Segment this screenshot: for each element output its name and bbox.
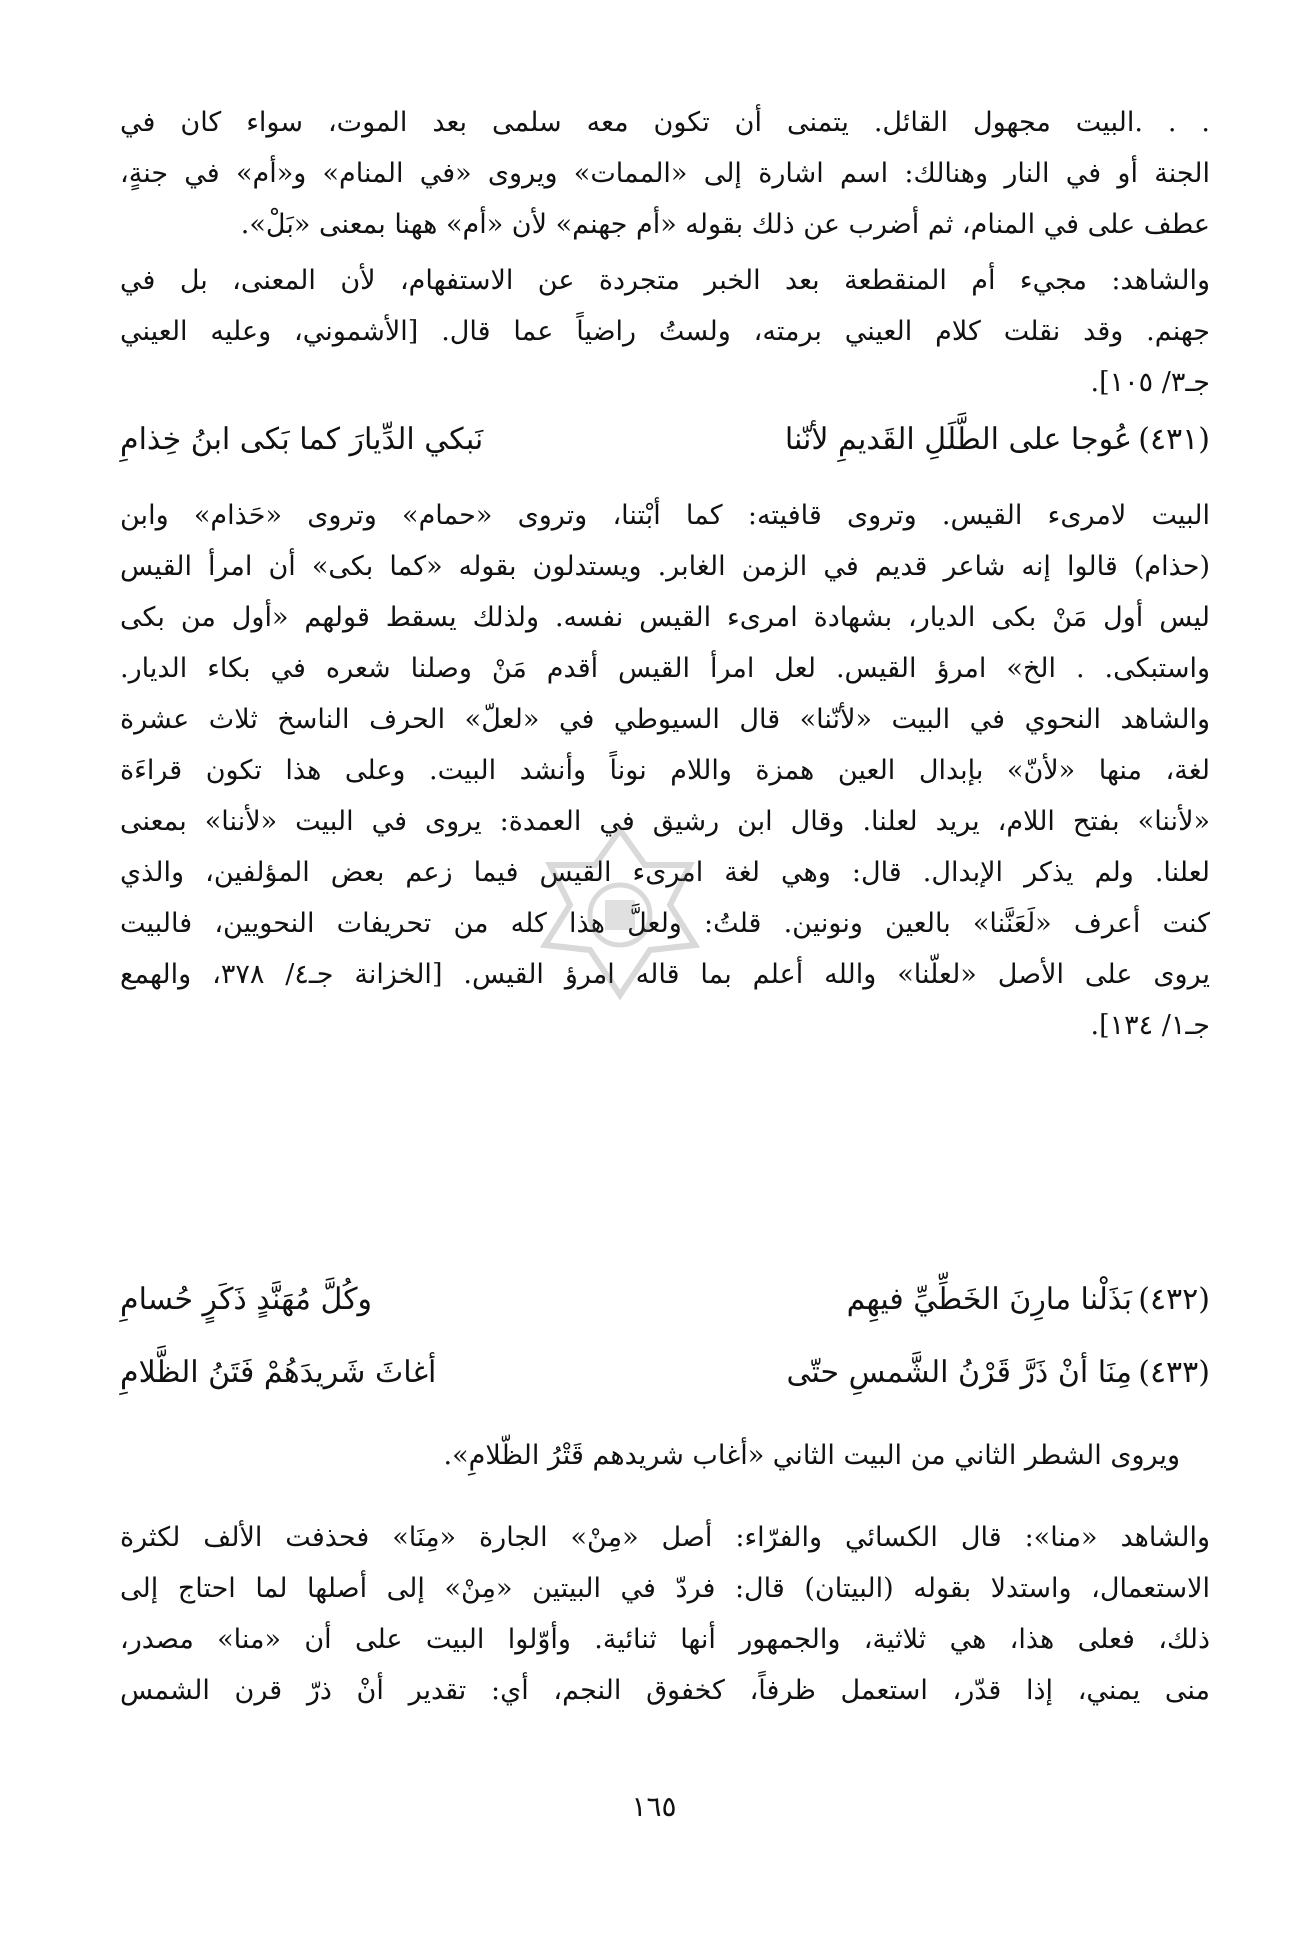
text-line: كنت أعرف «لَعَنَّنا» بالعين ونونين. قلتُ: ولعلَّ هذا كله من تحريفات النحويين، فالبيت bbox=[120, 908, 1210, 939]
text-line: الجنة أو في النار وهنالك: اسم اشارة إلى «الممات» ويروى «في المنام» و«أم» في جنةٍ، bbox=[120, 158, 1210, 189]
text-line: «لأننا» بفتح اللام، يريد لعلنا. وقال ابن رشيق في العمدة: يروى في البيت «لأننا» بمعنى bbox=[120, 806, 1210, 837]
text-line: والشاهد النحوي في البيت «لأنّنا» قال السيوطي في «لعلّ» الحرف الناسخ ثلاث عشرة bbox=[120, 704, 1210, 735]
text-line: جهنم. وقد نقلت كلام العيني برمته، ولستُ راضياً عما قال. [الأشموني، وعليه العيني bbox=[120, 316, 1210, 347]
paragraph-shahid-433 bbox=[120, 1512, 1210, 1716]
text-line: ليس أول مَنْ بكى الديار، بشهادة امرىء القيس نفسه. ولذلك يسقط قولهم «أول من بكى bbox=[120, 602, 1210, 633]
paragraph-intro bbox=[120, 97, 1210, 250]
verse-hemistich-first: بَذَلْنا مارِنَ الخَطِّيِّ فيهِم bbox=[846, 1282, 1132, 1317]
text-line: والشاهد: مجيء أم المنقطعة بعد الخبر متجردة عن الاستفهام، لأن المعنى، بل في bbox=[120, 265, 1210, 296]
verse-number: (٤٣٢) bbox=[1138, 1282, 1210, 1317]
library-seal-icon bbox=[520, 820, 720, 1020]
verse-hemistich-first: عُوجا على الطَّلَلِ القَديمِ لأنّنا bbox=[784, 422, 1132, 457]
verse-hemistich-second: نَبكي الدِّيارَ كما بَكى ابنُ خِذامِ bbox=[120, 422, 484, 457]
verse-hemistich-second: وكُلَّ مُهَنَّدٍ ذَكَرٍ حُسامِ bbox=[120, 1282, 373, 1317]
text-line: الاستعمال، واستدلا بقوله (البيتان) قال: فردّ في البيتين «مِنْ» إلى أصلها لما احتاج إلى bbox=[120, 1573, 1210, 1604]
verse-hemistich-first: مِنَا أنْ ذَرَّ قَرْنُ الشَّمسِ حتّى bbox=[786, 1355, 1132, 1390]
text-line: لعلنا. ولم يذكر الإبدال. قال: وهي لغة امرىء القيس فيما زعم بعض المؤلفين، والذي bbox=[120, 857, 1210, 888]
text-line: البيت لامرىء القيس. وتروى قافيته: كما أبْتنا، وتروى «حمام» وتروى «حَذام» وابن bbox=[120, 500, 1210, 531]
text-line: (حذام) قالوا إنه شاعر قديم في الزمن الغابر. ويستدلون بقوله «كما بكى» أن امرأ القيس bbox=[120, 551, 1210, 582]
text-line: جـ١/ ١٣٤]. bbox=[1090, 1010, 1210, 1041]
paragraph-shahid-1 bbox=[120, 255, 1210, 408]
verse-431 bbox=[120, 410, 1210, 470]
verse-number: (٤٣١) bbox=[1138, 422, 1210, 457]
paragraph-variant bbox=[200, 1430, 1180, 1481]
verse-hemistich-second: أغاثَ شَريدَهُمْ فَتَنُ الظَّلامِ bbox=[120, 1355, 437, 1390]
text-line: منى يمني، إذا قدّر، استعمل ظرفاً، كخفوق النجم، أي: تقدير أنْ ذرّ قرن الشمس bbox=[120, 1675, 1210, 1706]
text-line: . . .البيت مجهول القائل. يتمنى أن تكون معه سلمى بعد الموت، سواء كان في bbox=[120, 107, 1210, 138]
text-line: عطف على في المنام، ثم أضرب عن ذلك بقوله «أم جهنم» لأن «أم» ههنا بمعنى «بَلْ». bbox=[240, 209, 1210, 240]
text-line: ويروى الشطر الثاني من البيت الثاني «أغاب شريدهم قَتْرُ الظّلامِ». bbox=[443, 1440, 1180, 1471]
page-number: ١٦٥ bbox=[631, 1790, 677, 1823]
text-line: يروى على الأصل «لعلّنا» والله أعلم بما قاله امرؤ القيس. [الخزانة جـ٤/ ٣٧٨، والهمع bbox=[120, 959, 1210, 990]
text-line: واستبكى. . الخ» امرؤ القيس. لعل امرأ القيس أقدم مَنْ وصلنا شعره في بكاء الديار. bbox=[120, 653, 1210, 684]
text-line: لغة، منها «لأنّ» بإبدال العين همزة واللام نوناً وأنشد البيت. وعلى هذا تكون قراءَة bbox=[120, 755, 1210, 786]
text-line: والشاهد «منا»: قال الكسائي والفرّاء: أصل «مِنْ» الجارة «مِنَا» فحذفت الألف لكثرة bbox=[120, 1522, 1210, 1553]
text-line: جـ٣/ ١٠٥]. bbox=[1090, 367, 1210, 398]
verse-432 bbox=[120, 1270, 1210, 1330]
text-line: ذلك، فعلى هذا، هي ثلاثية، والجمهور أنها ثنائية. وأوّلوا البيت على أن «منا» مصدر، bbox=[120, 1624, 1210, 1655]
verse-433 bbox=[120, 1343, 1210, 1403]
verse-number: (٤٣٣) bbox=[1138, 1355, 1210, 1390]
